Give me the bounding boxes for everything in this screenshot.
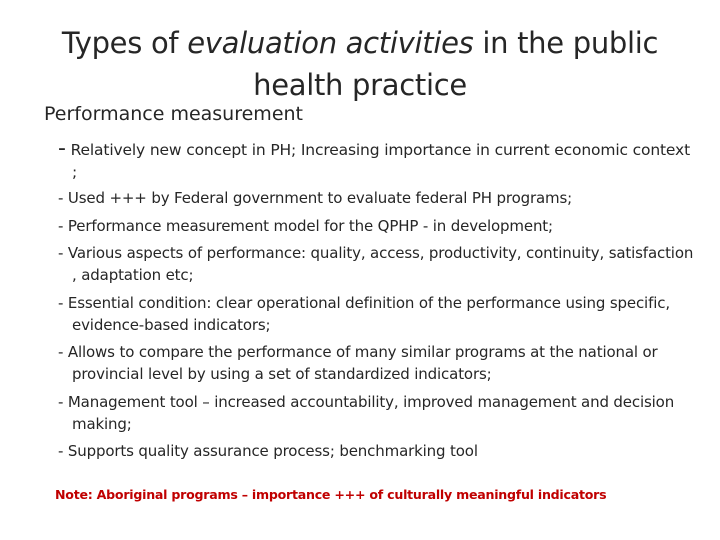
list-dash: - <box>58 189 64 207</box>
title-text-start: Types of <box>61 26 188 60</box>
list-dash: - <box>58 392 64 411</box>
note-text: Note: Aboriginal programs – importance +++ of culturally meaningful indicators <box>55 487 607 502</box>
list-item <box>58 292 698 336</box>
list-dash: - <box>58 293 64 312</box>
list-item-text: Essential condition: clear operational definition of the performance using specific, evidence-based indicators; <box>63 293 670 334</box>
list-item-text: Management tool – increased accountability, improved management and decision making; <box>63 392 675 433</box>
list-dash: - <box>58 343 64 361</box>
list-item <box>58 440 698 462</box>
list-dash: - <box>58 136 66 161</box>
list-dash: - <box>58 244 64 262</box>
list-item-text: Performance measurement model for the QPHP - in development; <box>63 216 553 235</box>
list-item-text: Supports quality assurance process; benchmarking tool <box>63 442 478 460</box>
list-item <box>58 138 698 183</box>
list-item <box>58 341 698 385</box>
list-dash: - <box>58 442 64 460</box>
list-dash: - <box>58 216 64 235</box>
list-item-text: Various aspects of performance: quality, access, productivity, continuity, satisfaction , adaptation etc; <box>63 244 694 284</box>
title-text-end: in the public health practice <box>253 26 659 102</box>
list-item <box>58 391 698 435</box>
list-item-text: Relatively new concept in PH; Increasing importance in current economic context ; <box>65 141 691 181</box>
list-item-text: Allows to compare the performance of many similar programs at the national or provincial level by using a set of standardized indicators; <box>63 343 658 383</box>
title-text-italic: evaluation activities <box>187 26 474 60</box>
list-item <box>58 215 698 237</box>
bullet-list <box>58 138 698 468</box>
list-item-text: Used +++ by Federal government to evaluate federal PH programs; <box>63 189 573 207</box>
section-heading: Performance measurement <box>44 103 303 125</box>
list-item <box>58 187 698 209</box>
list-item <box>58 242 698 286</box>
slide-title <box>30 22 690 106</box>
